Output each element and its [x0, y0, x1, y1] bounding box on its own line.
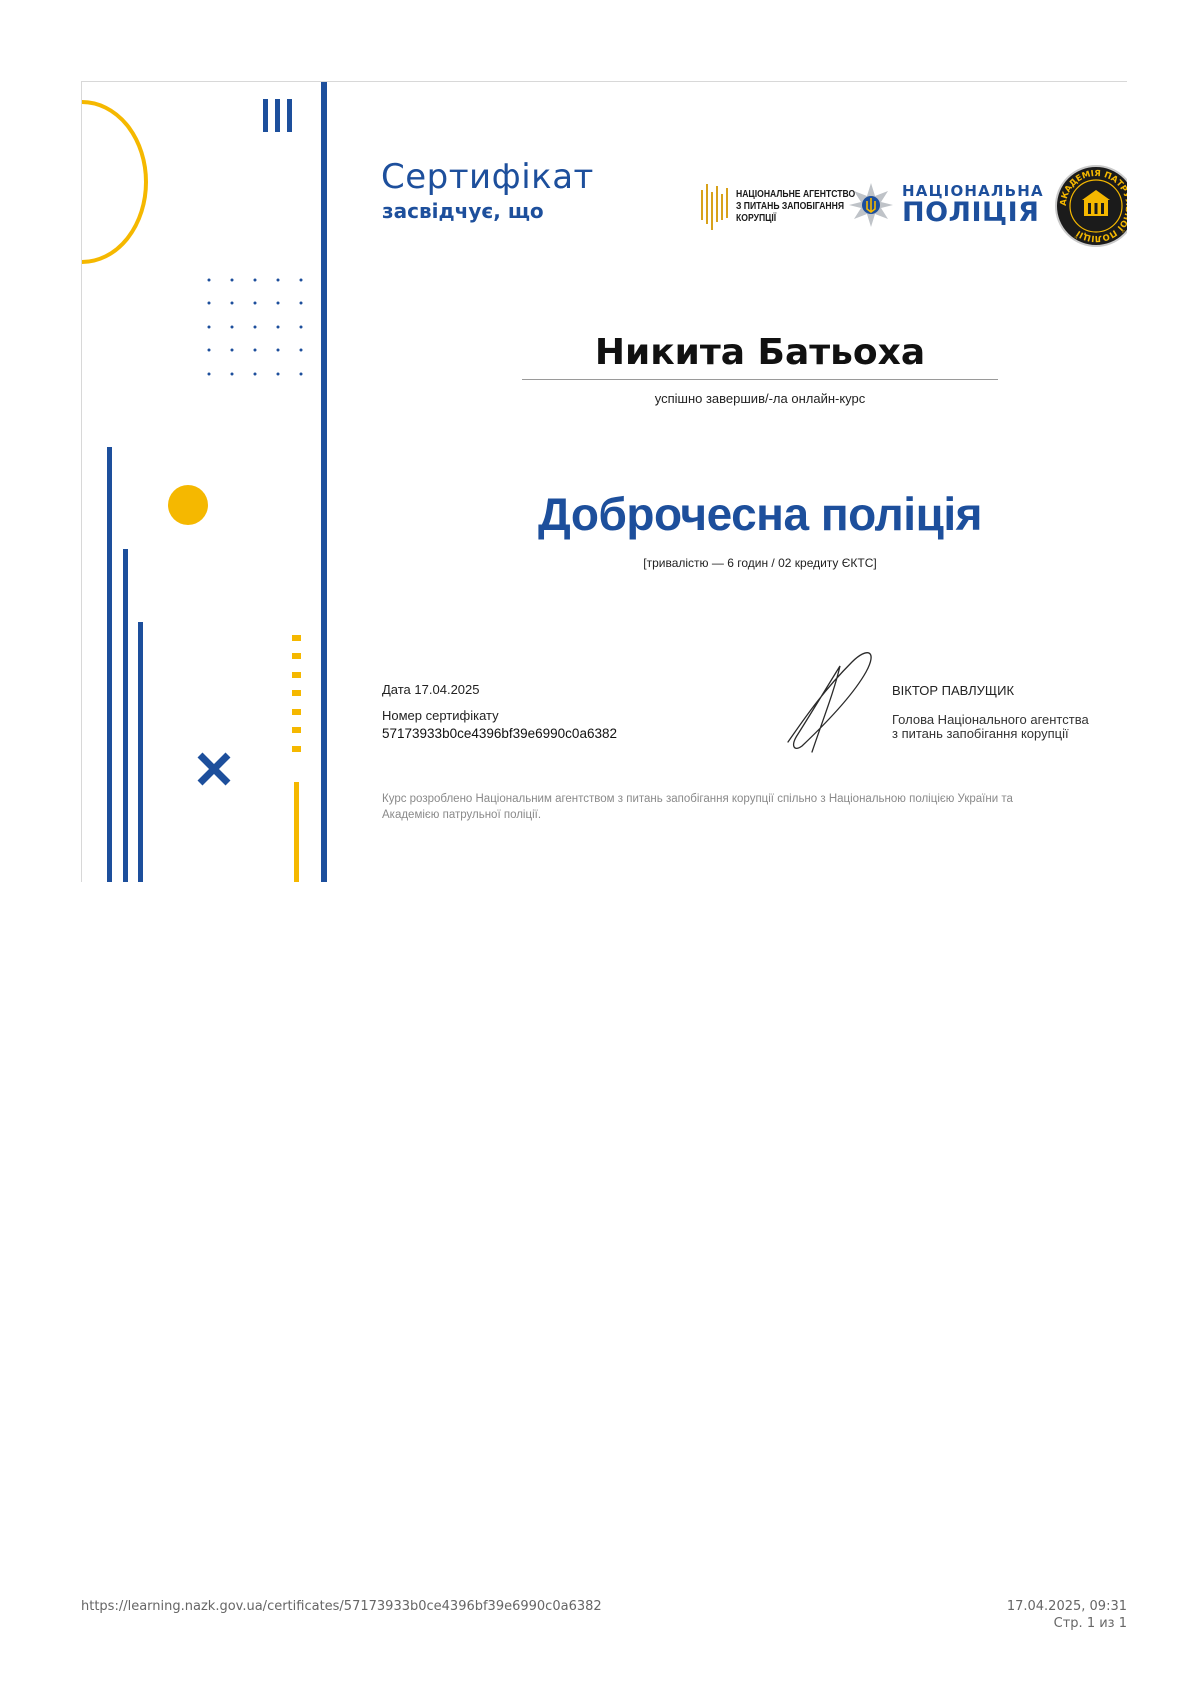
certificate-title: Сертифікат — [381, 157, 594, 197]
nazk-logo-line3: КОРУПЦІЇ — [736, 212, 777, 224]
certificate — [81, 81, 1134, 882]
course-name: Доброчесна поліція — [538, 488, 982, 540]
academy-logo-text: АКАДЕМІЯ ПАТРУЛЬНОЇ ПОЛІЦІЇ — [1058, 168, 1134, 244]
signer-title-line1: Голова Національного агентства — [892, 712, 1089, 727]
police-logo-line1: НАЦІОНАЛЬНА — [902, 182, 1044, 200]
signer-title — [892, 713, 1089, 741]
date-label: Дата — [382, 682, 411, 697]
date-value: 17.04.2025 — [414, 682, 480, 697]
printed-timestamp: 17.04.2025, 09:31 — [1006, 1599, 1127, 1614]
completed-text: успішно завершив/-ла онлайн-курс — [654, 391, 866, 406]
signer-title-line2: з питань запобігання корупції — [892, 726, 1069, 741]
recipient-name: Никита Батьоха — [594, 332, 926, 373]
certificate-number-label: Номер сертифікату — [382, 708, 499, 723]
course-duration: [тривалістю — 6 годин / 02 кредиту ЄКТС] — [643, 556, 877, 570]
certificate-number-value: 57173933b0ce4396bf39e6990c0a6382 — [382, 726, 617, 741]
nazk-bars-icon — [700, 182, 730, 230]
nazk-logo-line1: НАЦІОНАЛЬНЕ АГЕНТСТВО — [736, 188, 856, 200]
police-logo — [848, 182, 1044, 228]
police-logo-line2: ПОЛІЦІЯ — [902, 197, 1040, 228]
signer-name: ВІКТОР ПАВЛУЩИК — [892, 683, 1015, 698]
name-underline — [522, 379, 998, 380]
issue-date — [382, 682, 480, 697]
course-note-line1: Курс розроблено Національним агентством з питань запобігання корупції спільно з Національною поліцією України та — [382, 793, 1013, 805]
course-note-line2: Академією патрульної поліції. — [382, 809, 542, 821]
page-number: Стр. 1 из 1 — [1053, 1616, 1127, 1631]
police-star-icon — [848, 182, 894, 228]
decorative-pattern — [82, 82, 332, 882]
page-url: https://learning.nazk.gov.ua/certificates/57173933b0ce4396bf39e6990c0a6382 — [81, 1599, 602, 1614]
signature — [782, 642, 882, 754]
nazk-logo-line2: З ПИТАНЬ ЗАПОБІГАННЯ — [736, 200, 845, 212]
academy-emblem-icon — [1054, 164, 1134, 248]
course-note — [382, 791, 1013, 823]
certificate-subtitle: засвідчує, що — [382, 199, 544, 223]
